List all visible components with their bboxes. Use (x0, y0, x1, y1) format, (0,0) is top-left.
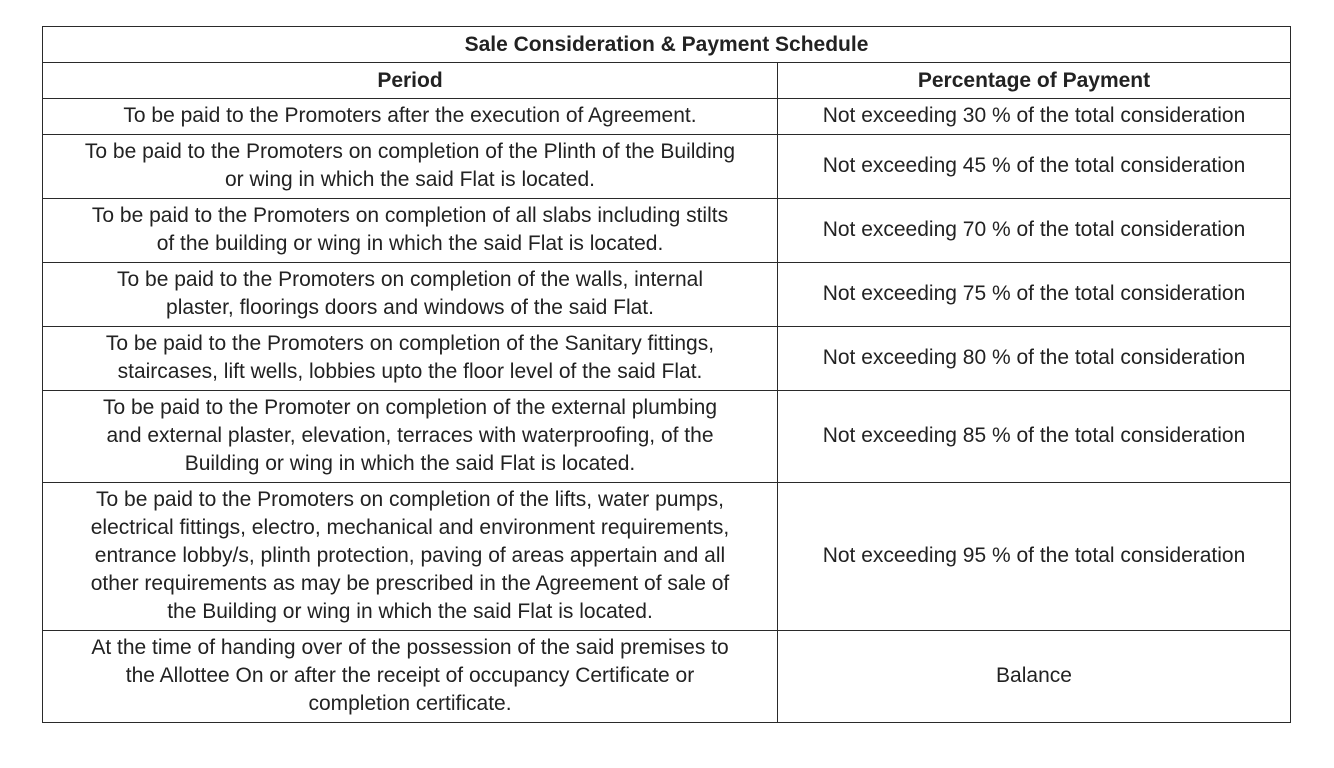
payment-cell: Not exceeding 70 % of the total consideration (778, 199, 1291, 263)
table-header-row (43, 63, 1291, 99)
table-title-row (43, 27, 1291, 63)
table-row (43, 199, 1291, 263)
column-header-period: Period (43, 63, 778, 99)
table-row (43, 99, 1291, 135)
table-row (43, 631, 1291, 723)
table-row (43, 327, 1291, 391)
period-text-line: To be paid to the Promoters on completion of the Plinth of the Building (84, 140, 736, 163)
period-text-line: other requirements as may be prescribed in the Agreement of sale of (90, 572, 730, 595)
payment-cell: Not exceeding 45 % of the total consideration (778, 135, 1291, 199)
period-text-line: completion certificate. (308, 692, 512, 715)
payment-cell: Not exceeding 95 % of the total consideration (778, 483, 1291, 631)
payment-cell: Balance (778, 631, 1291, 723)
period-text-line: Building or wing in which the said Flat is located. (184, 452, 636, 475)
period-text-line: and external plaster, elevation, terraces with waterproofing, of the (106, 424, 714, 447)
table-row (43, 391, 1291, 483)
period-text-line: or wing in which the said Flat is located. (224, 168, 595, 191)
column-header-payment: Percentage of Payment (778, 63, 1291, 99)
payment-cell: Not exceeding 80 % of the total consideration (778, 327, 1291, 391)
period-cell (43, 631, 778, 723)
period-text-line: plaster, floorings doors and windows of the said Flat. (166, 296, 654, 319)
payment-cell: Not exceeding 75 % of the total consideration (778, 263, 1291, 327)
period-text-line: At the time of handing over of the possession of the said premises to (91, 636, 729, 659)
period-cell (43, 199, 778, 263)
period-text-line: To be paid to the Promoters on completion of the Sanitary fittings, (105, 332, 715, 355)
period-text-line: To be paid to the Promoters on completion of the walls, internal (117, 268, 703, 291)
period-text-line: of the building or wing in which the said Flat is located. (156, 232, 664, 255)
period-text-line: the Allottee On or after the receipt of occupancy Certificate or (125, 664, 695, 687)
period-cell (43, 263, 778, 327)
table-body (43, 99, 1291, 723)
period-cell (43, 483, 778, 631)
table-row (43, 483, 1291, 631)
payment-schedule-table (42, 26, 1291, 723)
period-text-line: To be paid to the Promoters after the execution of Agreement. (123, 104, 697, 127)
payment-cell: Not exceeding 30 % of the total consideration (778, 99, 1291, 135)
period-text-line: staircases, lift wells, lobbies upto the floor level of the said Flat. (117, 360, 703, 383)
period-cell (43, 391, 778, 483)
period-cell (43, 135, 778, 199)
payment-cell: Not exceeding 85 % of the total consideration (778, 391, 1291, 483)
period-text-line: electrical fittings, electro, mechanical and environment requirements, (90, 516, 730, 539)
period-text-line: To be paid to the Promoters on completion of all slabs including stilts (91, 204, 729, 227)
table-row (43, 263, 1291, 327)
period-text-line: To be paid to the Promoters on completion of the lifts, water pumps, (96, 488, 724, 511)
period-text-line: To be paid to the Promoter on completion of the external plumbing (102, 396, 718, 419)
period-cell (43, 327, 778, 391)
period-cell (43, 99, 778, 135)
table-row (43, 135, 1291, 199)
period-text-line: the Building or wing in which the said Flat is located. (167, 600, 653, 623)
period-text-line: entrance lobby/s, plinth protection, paving of areas appertain and all (94, 544, 726, 567)
table-title: Sale Consideration & Payment Schedule (43, 27, 1291, 63)
